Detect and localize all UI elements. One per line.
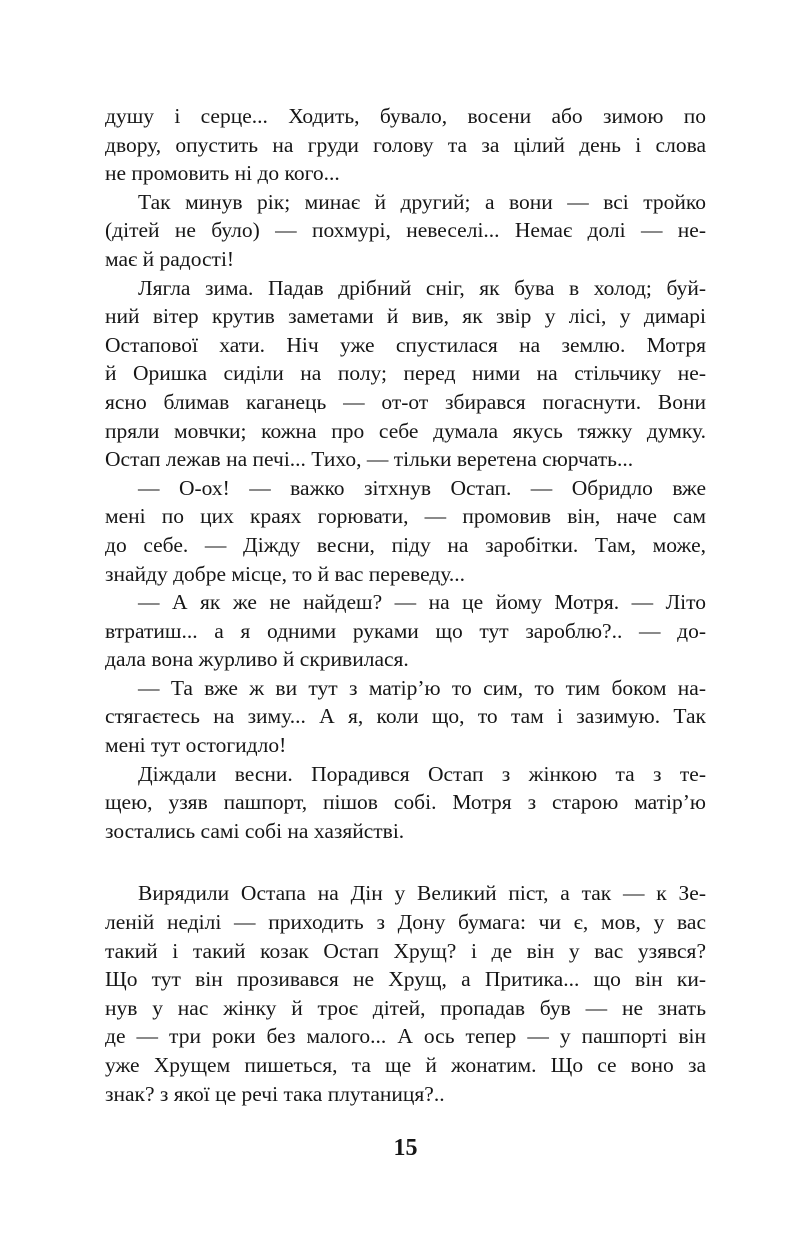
text-line: — А як же не найдеш? — на це йому Мотря. — Літо (138, 590, 706, 615)
text-line: леній неділі — приходить з Дону бумага: чи є, мов, у вас (105, 910, 706, 935)
text-line: нув у нас жінку й троє дітей, пропадав був — не знать (105, 995, 706, 1020)
text-line: Так минув рік; минає й другий; а вони — всі тройко (138, 189, 706, 214)
text-line: уже Хрущем пишеться, та ще й жонатим. Що се воно за (105, 1053, 706, 1077)
text-line: стягаєтесь на зиму... А я, коли що, то там і зазимую. Так (105, 704, 706, 729)
text-line: дала вона журливо й скривилася. (105, 647, 409, 672)
text-line: — О-ох! — важко зітхнув Остап. — Обридло вже (138, 475, 706, 500)
text-line: душу і серце... Ходить, бувало, восени або зимою по (105, 104, 706, 128)
text-line: Вирядили Остапа на Дін у Великий піст, а так — к Зе- (138, 881, 706, 906)
text-line: — Та вже ж ви тут з матір’ю то сим, то тим боком на- (138, 675, 706, 700)
text-line: де — три роки без малого... А ось тепер — у пашпорті він (105, 1024, 706, 1049)
text-line: (дітей не було) — похмурі, невеселі... Немає долі — не- (105, 218, 706, 243)
text-line: Остап лежав на печі... Тихо, — тільки веретена сюрчать... (105, 447, 634, 472)
text-line: пряли мовчки; кожна про себе думала якусь тяжку думку. (105, 418, 706, 443)
text-line: має й радості! (105, 246, 235, 271)
paragraph (105, 102, 706, 188)
text-line: зостались самі собі на хазяйстві. (105, 818, 405, 843)
paragraph (105, 474, 706, 588)
text-line: ясно блимав каганець — от-от збирався погаснути. Вони (105, 389, 706, 414)
text-line: мені тут остогидло! (105, 733, 287, 758)
text-line: знак? з якої це речі така плутаниця?.. (105, 1081, 445, 1106)
text-line: й Оришка сиділи на полу; перед ними на стільчику не- (105, 361, 706, 386)
text-line: не промовить ні до кого... (105, 161, 340, 186)
text-line: Діждали весни. Порадився Остап з жінкою та з те- (138, 761, 706, 786)
paragraph (105, 760, 706, 846)
text-line: такий і такий козак Остап Хрущ? і де він у вас узявся? (105, 938, 706, 963)
text-line: Лягла зима. Падав дрібний сніг, як бува в холод; буй- (138, 275, 706, 300)
text-line: Що тут він прозивався не Хрущ, а Притика... що він ки- (105, 967, 706, 992)
paragraph (105, 188, 706, 274)
page-number: 15 (393, 1135, 418, 1161)
text-line: Остапової хати. Ніч уже спустилася на землю. Мотря (105, 332, 706, 357)
paragraph (105, 879, 706, 1108)
text-line: до себе. — Діжду весни, піду на заробітки. Там, може, (105, 532, 706, 557)
text-line: мені по цих краях горювати, — промовив він, наче сам (105, 504, 706, 529)
text-block (105, 102, 706, 1108)
text-line: втратиш... а я одними руками що тут зароблю?.. — до- (105, 618, 706, 643)
text-line: щею, узяв пашпорт, пішов собі. Мотря з старою матір’ю (105, 790, 706, 815)
paragraph (105, 588, 706, 674)
text-line: ний вітер крутив заметами й вив, як звір у лісі, у димарі (105, 304, 706, 329)
text-line: двору, опустить на груди голову та за цілий день і слова (105, 132, 706, 157)
text-line: знайду добре місце, то й вас переведу... (105, 561, 466, 586)
paragraph (105, 674, 706, 760)
paragraph (105, 274, 706, 474)
